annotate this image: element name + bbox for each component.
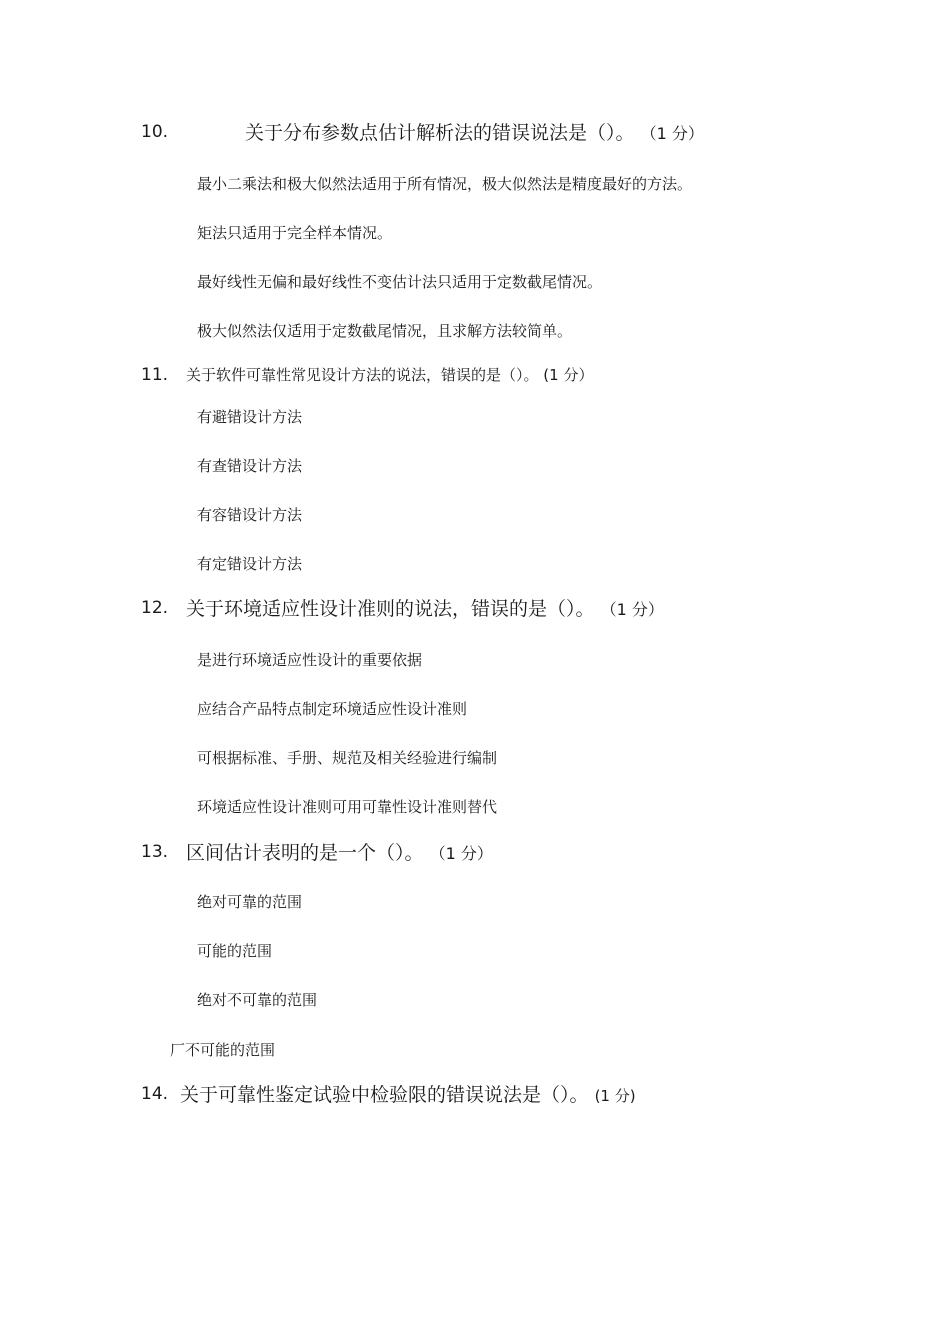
question-score: （1 分） xyxy=(429,844,493,863)
option-d: 有定错设计方法 xyxy=(197,555,303,573)
option-c: 有容错设计方法 xyxy=(197,506,303,524)
option-b: 矩法只适用于完全样本情况。 xyxy=(197,224,393,242)
question-stem xyxy=(186,594,664,621)
question-stem xyxy=(245,118,704,145)
option-d: 环境适应性设计准则可用可靠性设计准则替代 xyxy=(197,798,498,816)
option-c: 可根据标准、手册、规范及相关经验进行编制 xyxy=(197,749,498,767)
question-number: 11. xyxy=(141,365,169,385)
question-score: (1 分) xyxy=(594,1087,636,1105)
question-number: 14. xyxy=(141,1084,169,1104)
question-stem xyxy=(186,364,593,385)
option-b: 有查错设计方法 xyxy=(197,457,303,475)
option-a: 绝对可靠的范围 xyxy=(197,893,303,911)
option-b: 可能的范围 xyxy=(197,942,273,960)
option-c: 绝对不可靠的范围 xyxy=(197,991,318,1009)
option-a: 是进行环境适应性设计的重要依据 xyxy=(197,651,423,669)
option-a: 最小二乘法和极大似然法适用于所有情况，极大似然法是精度最好的方法。 xyxy=(197,175,693,193)
option-d: 极大似然法仅适用于定数截尾情况，且求解方法较简单。 xyxy=(197,322,573,340)
option-c: 最好线性无偏和最好线性不变估计法只适用于定数截尾情况。 xyxy=(197,273,603,291)
option-b: 应结合产品特点制定环境适应性设计准则 xyxy=(197,700,468,718)
question-number: 12. xyxy=(141,598,169,618)
question-stem xyxy=(186,838,493,865)
question-score: （1 分） xyxy=(600,600,664,619)
option-d: 厂不可能的范围 xyxy=(170,1041,276,1059)
question-stem-text: 区间估计表明的是一个（）。 xyxy=(186,842,424,864)
question-number: 13. xyxy=(141,842,169,862)
option-a: 有避错设计方法 xyxy=(197,408,303,426)
question-stem xyxy=(180,1080,636,1107)
question-stem-text: 关于可靠性鉴定试验中检验限的错误说法是（）。 xyxy=(180,1084,589,1106)
question-number: 10. xyxy=(141,122,169,142)
question-stem-text: 关于软件可靠性常见设计方法的说法，错误的是（）。 xyxy=(186,366,539,384)
question-score: （1 分） xyxy=(640,124,704,143)
question-score: (1 分） xyxy=(543,366,594,384)
question-stem-text: 关于环境适应性设计准则的说法，错误的是（）。 xyxy=(186,598,595,620)
question-stem-text: 关于分布参数点估计解析法的错误说法是（）。 xyxy=(245,122,635,144)
